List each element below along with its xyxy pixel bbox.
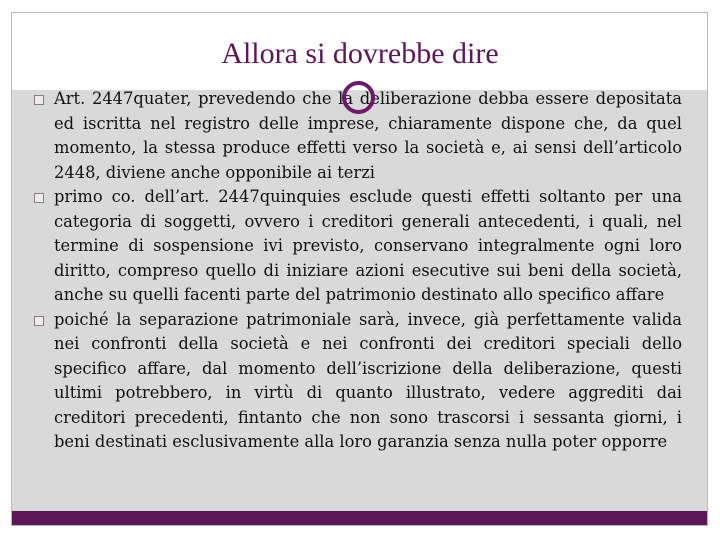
- bullet-list: [32, 87, 682, 455]
- bullet-square-icon: [34, 95, 44, 105]
- bullet-item-3: [32, 308, 682, 455]
- bottom-accent-bar: [12, 511, 707, 525]
- slide-title: Allora si dovrebbe dire: [221, 37, 499, 70]
- bullet-text-2: primo co. dell’art. 2447quinquies esclude questi effetti soltanto per una categoria di soggetti, ovvero i creditori generali antecedenti, i quali, nel termine di sospensione ivi previsto, conservano integralmente ogni loro diritto, compreso quello di iniziare azioni esecutive sui beni della società, anche su quelli facenti parte del patrimonio destinato allo specifico affare: [54, 187, 682, 304]
- bullet-item-2: [32, 185, 682, 308]
- bullet-text-1: Art. 2447quater, prevedendo che la deliberazione debba essere depositata ed iscritta nel registro delle imprese, chiaramente dispone che, da quel momento, la stessa produce effetti verso la società e, ai sensi dell’articolo 2448, diviene anche opponibile ai terzi: [54, 89, 682, 182]
- bullet-square-icon: [34, 316, 44, 326]
- annotation-circle: [342, 81, 375, 114]
- bullet-text-3: poiché la separazione patrimoniale sarà, invece, già perfettamente valida nei confronti della società e nei confronti dei creditori speciali dello specifico affare, dal momento dell’iscrizione della deliberazione, questi ultimi potrebbero, in virtù di quanto illustrato, vedere aggrediti dai creditori precedenti, fintanto che non sono trascorsi i sessanta giorni, i beni destinati esclusivamente alla loro garanzia senza nulla poter opporre: [54, 309, 682, 451]
- bullet-square-icon: [34, 193, 44, 203]
